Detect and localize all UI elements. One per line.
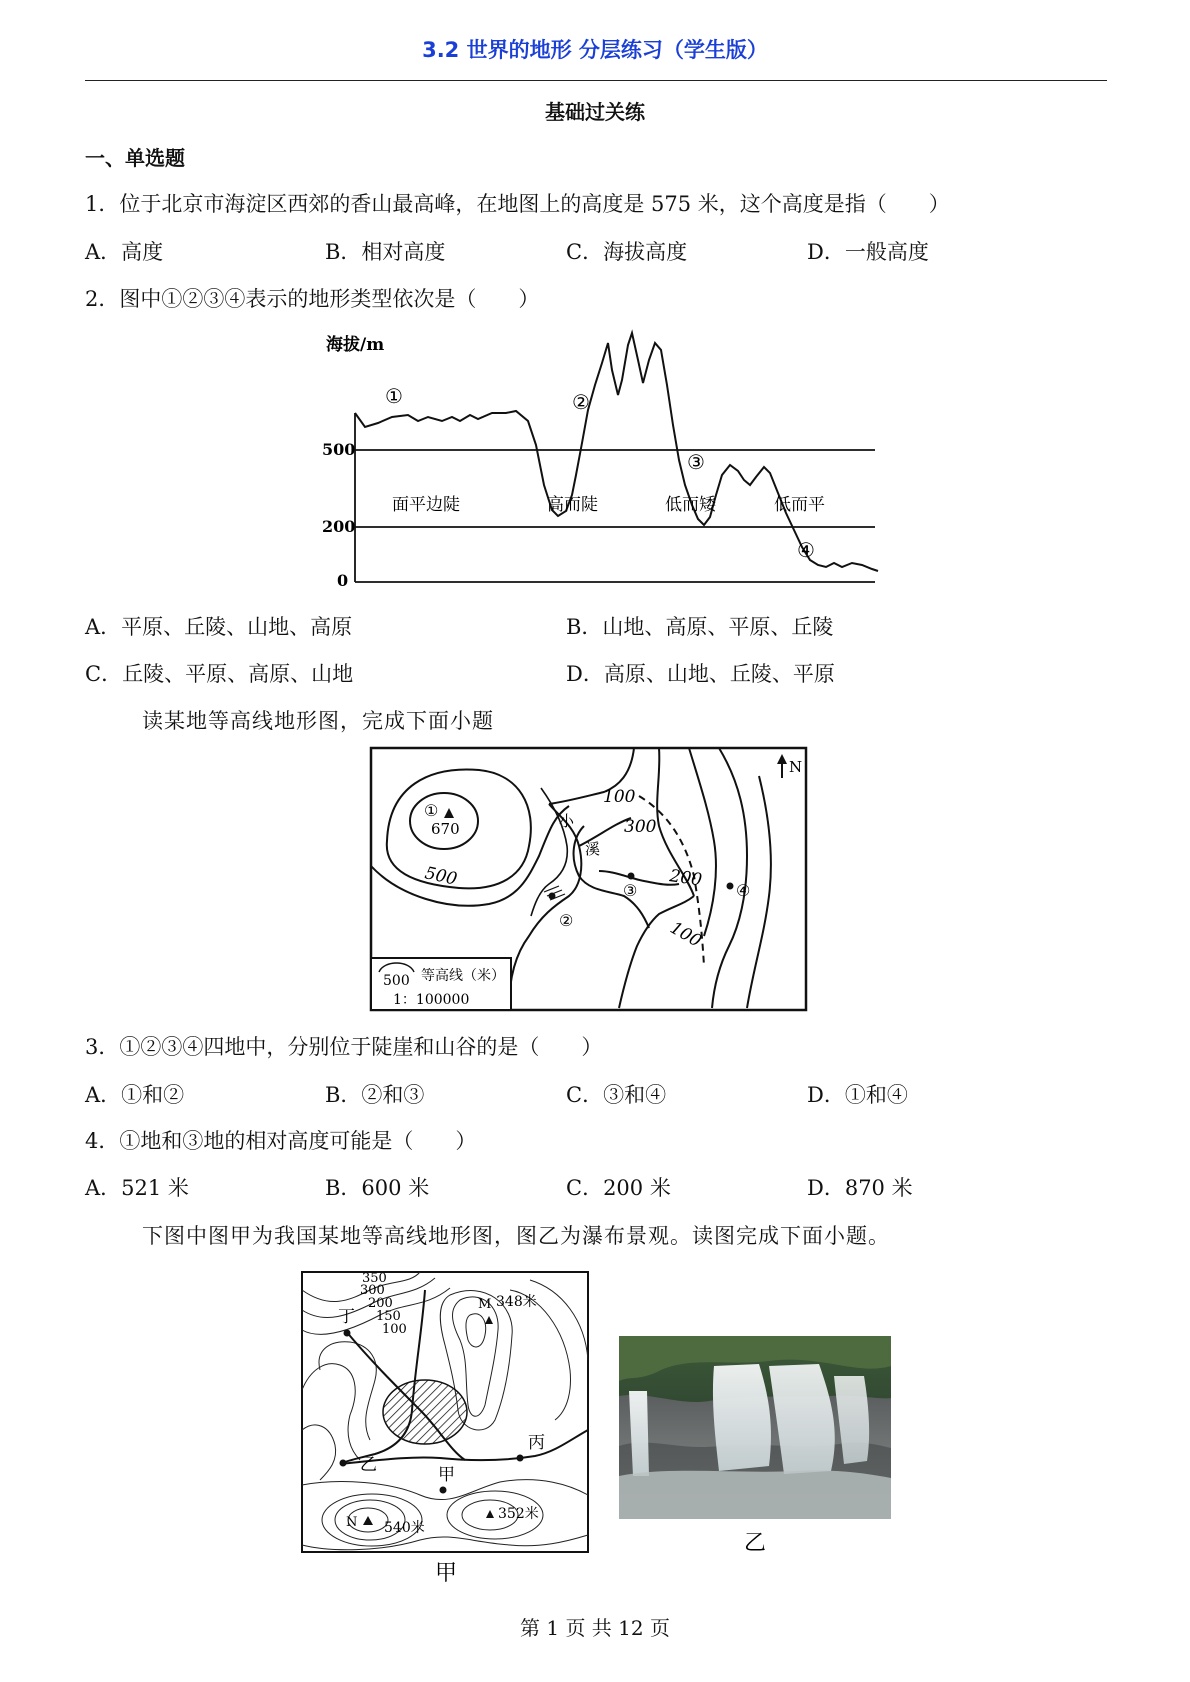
elevation-profile-figure — [300, 325, 880, 595]
profile-mark-4: ④ — [797, 538, 815, 562]
question-2-stem: 2．图中①②③④表示的地形类型依次是（ ） — [85, 287, 540, 311]
profile-curve — [355, 333, 878, 571]
point-2-label: ② — [559, 911, 574, 930]
jia-contour-350: 350 — [362, 1271, 387, 1286]
contour-label-300: 300 — [624, 817, 657, 837]
profile-tick-0: 0 — [337, 571, 349, 590]
q4-option-b[interactable]: B．600 米 — [325, 1176, 430, 1200]
peak-n-height: 540米 — [384, 1520, 425, 1536]
peak-m-height: 348米 — [496, 1294, 537, 1310]
question-4-stem: 4．①地和③地的相对高度可能是（ ） — [85, 1129, 477, 1153]
q1-option-a[interactable]: A．高度 — [85, 240, 164, 264]
q1-option-c[interactable]: C．海拔高度 — [566, 240, 688, 264]
point-3-label: ③ — [623, 881, 638, 900]
stream-label-1: 小 — [559, 812, 575, 830]
place-jia-label: 甲 — [438, 1465, 455, 1485]
place-jia-dot — [440, 1487, 447, 1494]
jia-contour-100: 100 — [382, 1322, 407, 1337]
q3-option-c[interactable]: C．③和④ — [566, 1083, 667, 1107]
profile-mark-2: ② — [572, 390, 590, 414]
q1-option-d[interactable]: D．一般高度 — [807, 240, 929, 264]
q2-option-d[interactable]: D．高原、山地、丘陵、平原 — [566, 662, 835, 686]
page-header-title: 3.2 世界的地形 分层练习（学生版） — [422, 38, 768, 62]
q4-option-a[interactable]: A．521 米 — [85, 1176, 189, 1200]
q3-option-b[interactable]: B．②和③ — [325, 1083, 425, 1107]
profile-tick-200: 200 — [322, 517, 356, 536]
point-1-label: ① — [424, 801, 439, 820]
place-yi-label: 乙 — [360, 1455, 377, 1475]
point-4-label: ④ — [736, 881, 751, 900]
point-4-dot — [727, 883, 734, 890]
map-jia-caption: 甲 — [434, 1561, 458, 1586]
legend-value: 500 — [383, 973, 410, 989]
contour-label-500: 500 — [422, 863, 459, 890]
jia-contour-200: 200 — [368, 1296, 393, 1311]
contour-label-200: 200 — [668, 866, 704, 891]
intro-waterfall: 下图中图甲为我国某地等高线地形图，图乙为瀑布景观。读图完成下面小题。 — [142, 1224, 890, 1248]
place-yi-dot — [340, 1460, 347, 1467]
peak-value: 670 — [431, 820, 460, 838]
profile-tick-500: 500 — [322, 440, 356, 459]
peak-352-height: 352米 — [498, 1506, 539, 1522]
contour-map-figure — [369, 746, 809, 1012]
jia-contour-300: 300 — [360, 1283, 385, 1298]
q2-option-b[interactable]: B．山地、高原、平原、丘陵 — [566, 615, 834, 639]
q3-option-a[interactable]: A．①和② — [85, 1083, 185, 1107]
q1-option-b[interactable]: B．相对高度 — [325, 240, 446, 264]
question-3-stem: 3．①②③④四地中，分别位于陡崖和山谷的是（ ） — [85, 1035, 603, 1059]
place-ding-label: 丁 — [338, 1307, 355, 1327]
profile-region-4: 低而平 — [774, 495, 825, 515]
q2-option-a[interactable]: A．平原、丘陵、山地、高原 — [85, 615, 353, 639]
photo-falls-2 — [713, 1364, 771, 1471]
peak-n-label: N — [346, 1515, 358, 1530]
photo-pool — [619, 1471, 891, 1519]
q3-option-d[interactable]: D．①和④ — [807, 1083, 908, 1107]
profile-region-1: 面平边陡 — [392, 495, 460, 515]
peak-m-label: M — [478, 1297, 492, 1312]
question-1-stem: 1．位于北京市海淀区西郊的香山最高峰，在地图上的高度是 575 米，这个高度是指（ ） — [85, 192, 950, 216]
profile-ylabel: 海拔/m — [326, 335, 385, 355]
profile-region-3: 低而矮 — [665, 495, 716, 515]
section-subtitle: 基础过关练 — [545, 100, 645, 124]
map-jia-figure — [300, 1270, 592, 1588]
point-3-dot — [628, 873, 635, 880]
hatched-area — [383, 1380, 467, 1444]
contour-label-100b: 100 — [666, 918, 705, 952]
section-heading: 一、单选题 — [85, 146, 185, 170]
q4-option-d[interactable]: D．870 米 — [807, 1176, 913, 1200]
place-bing-dot — [517, 1455, 524, 1462]
jia-contour-150: 150 — [376, 1309, 401, 1324]
place-ding-dot — [344, 1330, 351, 1337]
profile-mark-3: ③ — [687, 450, 705, 474]
page-footer: 第 1 页 共 12 页 — [520, 1616, 670, 1640]
profile-mark-1: ① — [385, 384, 403, 408]
legend-scale: 1：100000 — [393, 992, 470, 1008]
stream-label-2: 溪 — [585, 840, 601, 858]
photo-yi-caption: 乙 — [743, 1531, 767, 1556]
intro-contour-map: 读某地等高线地形图，完成下面小题 — [142, 709, 494, 733]
header-rule — [85, 80, 1107, 81]
profile-region-2: 高而陡 — [547, 495, 598, 515]
q2-option-c[interactable]: C．丘陵、平原、高原、山地 — [85, 662, 354, 686]
place-bing-label: 丙 — [528, 1433, 545, 1453]
legend-text: 等高线（米） — [421, 968, 505, 984]
contour-label-100: 100 — [603, 787, 636, 807]
north-label: N — [789, 758, 803, 776]
q4-option-c[interactable]: C．200 米 — [566, 1176, 671, 1200]
waterfall-photo — [619, 1336, 891, 1556]
